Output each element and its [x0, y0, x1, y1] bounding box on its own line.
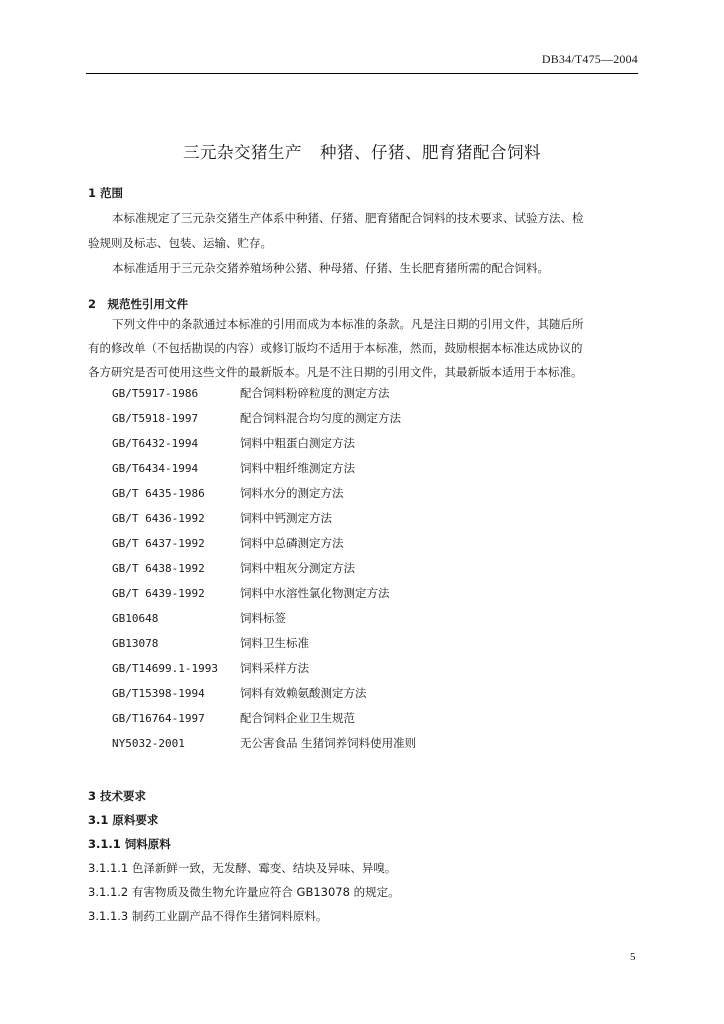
scope-para-1-line-2: 验规则及标志、包装、运输、贮存。	[88, 236, 272, 250]
reference-item	[112, 735, 416, 760]
reference-title: 饲料中水溶性氯化物测定方法	[240, 586, 390, 600]
title-part-1: 三元杂交猪生产	[183, 143, 302, 162]
refs-para-line-2: 有的修改单（不包括勘误的内容）或修订版均不适用于本标准，然而，鼓励根据本标准达成协议的	[88, 341, 583, 355]
reference-title: 饲料中钙测定方法	[240, 511, 332, 525]
section-3-heading: 3 技术要求	[88, 789, 147, 803]
header-code: DB34/T475—2004	[541, 52, 638, 66]
section-3-1-heading: 3.1 原料要求	[88, 813, 159, 827]
reference-code: GB/T 6436-1992	[112, 512, 205, 525]
refs-para-line-3: 各方研究是否可使用这些文件的最新版本。凡是不注日期的引用文件，其最新版本适用于本标准。	[88, 365, 583, 379]
reference-title: 饲料标签	[240, 611, 286, 625]
reference-item	[112, 585, 416, 610]
reference-code: GB/T 6439-1992	[112, 587, 205, 600]
reference-item	[112, 460, 416, 485]
reference-title: 饲料中粗蛋白测定方法	[240, 436, 355, 450]
reference-item	[112, 560, 416, 585]
reference-item	[112, 710, 416, 735]
reference-item	[112, 635, 416, 660]
reference-code: GB/T14699.1-1993	[112, 662, 218, 675]
reference-item	[112, 610, 416, 635]
reference-title: 配合饲料企业卫生规范	[240, 711, 355, 725]
title-part-2: 种猪、仔猪、肥育猪配合饲料	[320, 143, 541, 162]
section-2-heading: 2 规范性引用文件	[88, 297, 189, 311]
scope-para-2: 本标准适用于三元杂交猪养殖场种公猪、种母猪、仔猪、生长肥育猪所需的配合饲料。	[112, 261, 549, 275]
reference-title: 配合饲料混合均匀度的测定方法	[240, 411, 401, 425]
scope-para-1-line-1: 本标准规定了三元杂交猪生产体系中种猪、仔猪、肥育猪配合饲料的技术要求、试验方法、检	[112, 211, 584, 225]
reference-code: GB10648	[112, 612, 159, 625]
reference-title: 无公害食品 生猪饲养饲料使用准则	[240, 736, 417, 750]
reference-title: 饲料有效赖氨酸测定方法	[240, 686, 367, 700]
reference-code: GB/T6434-1994	[112, 462, 199, 475]
reference-title: 饲料水分的测定方法	[240, 486, 344, 500]
clause-3-1-1-1: 3.1.1.1 色泽新鲜一致，无发酵、霉变、结块及异味、异嗅。	[88, 861, 397, 875]
clause-3-1-1-2: 3.1.1.2 有害物质及微生物允许量应符合 GB13078 的规定。	[88, 885, 400, 899]
reference-code: GB/T 6435-1986	[112, 487, 205, 500]
reference-item	[112, 685, 416, 710]
reference-title: 饲料采样方法	[240, 661, 309, 675]
reference-code: NY5032-2001	[112, 737, 185, 750]
reference-item	[112, 660, 416, 685]
clause-3-1-1-3: 3.1.1.3 制药工业副产品不得作生猪饲料原料。	[88, 909, 328, 923]
reference-item	[112, 385, 416, 410]
reference-code: GB/T16764-1997	[112, 712, 205, 725]
reference-item	[112, 510, 416, 535]
reference-code: GB/T6432-1994	[112, 437, 199, 450]
reference-code: GB/T 6438-1992	[112, 562, 205, 575]
reference-code: GB/T15398-1994	[112, 687, 205, 700]
reference-item	[112, 535, 416, 560]
reference-code: GB/T 6437-1992	[112, 537, 205, 550]
reference-item	[112, 410, 416, 435]
section-3-1-1-heading: 3.1.1 饲料原料	[88, 837, 171, 851]
reference-list	[112, 385, 416, 760]
page-number: 5	[630, 951, 636, 963]
reference-title: 配合饲料粉碎粒度的测定方法	[240, 386, 390, 400]
reference-code: GB13078	[112, 637, 159, 650]
reference-code: GB/T5918-1997	[112, 412, 199, 425]
reference-code: GB/T5917-1986	[112, 387, 199, 400]
refs-para-line-1: 下列文件中的条款通过本标准的引用而成为本标准的条款。凡是注日期的引用文件，其随后所	[112, 317, 584, 331]
reference-item	[112, 435, 416, 460]
reference-title: 饲料中粗灰分测定方法	[240, 561, 355, 575]
reference-title: 饲料中总磷测定方法	[240, 536, 344, 550]
reference-item	[112, 485, 416, 510]
reference-title: 饲料卫生标准	[240, 636, 309, 650]
section-1-heading: 1 范围	[88, 186, 124, 200]
reference-title: 饲料中粗纤维测定方法	[240, 461, 355, 475]
header-rule	[86, 73, 638, 74]
document-title	[0, 139, 724, 163]
